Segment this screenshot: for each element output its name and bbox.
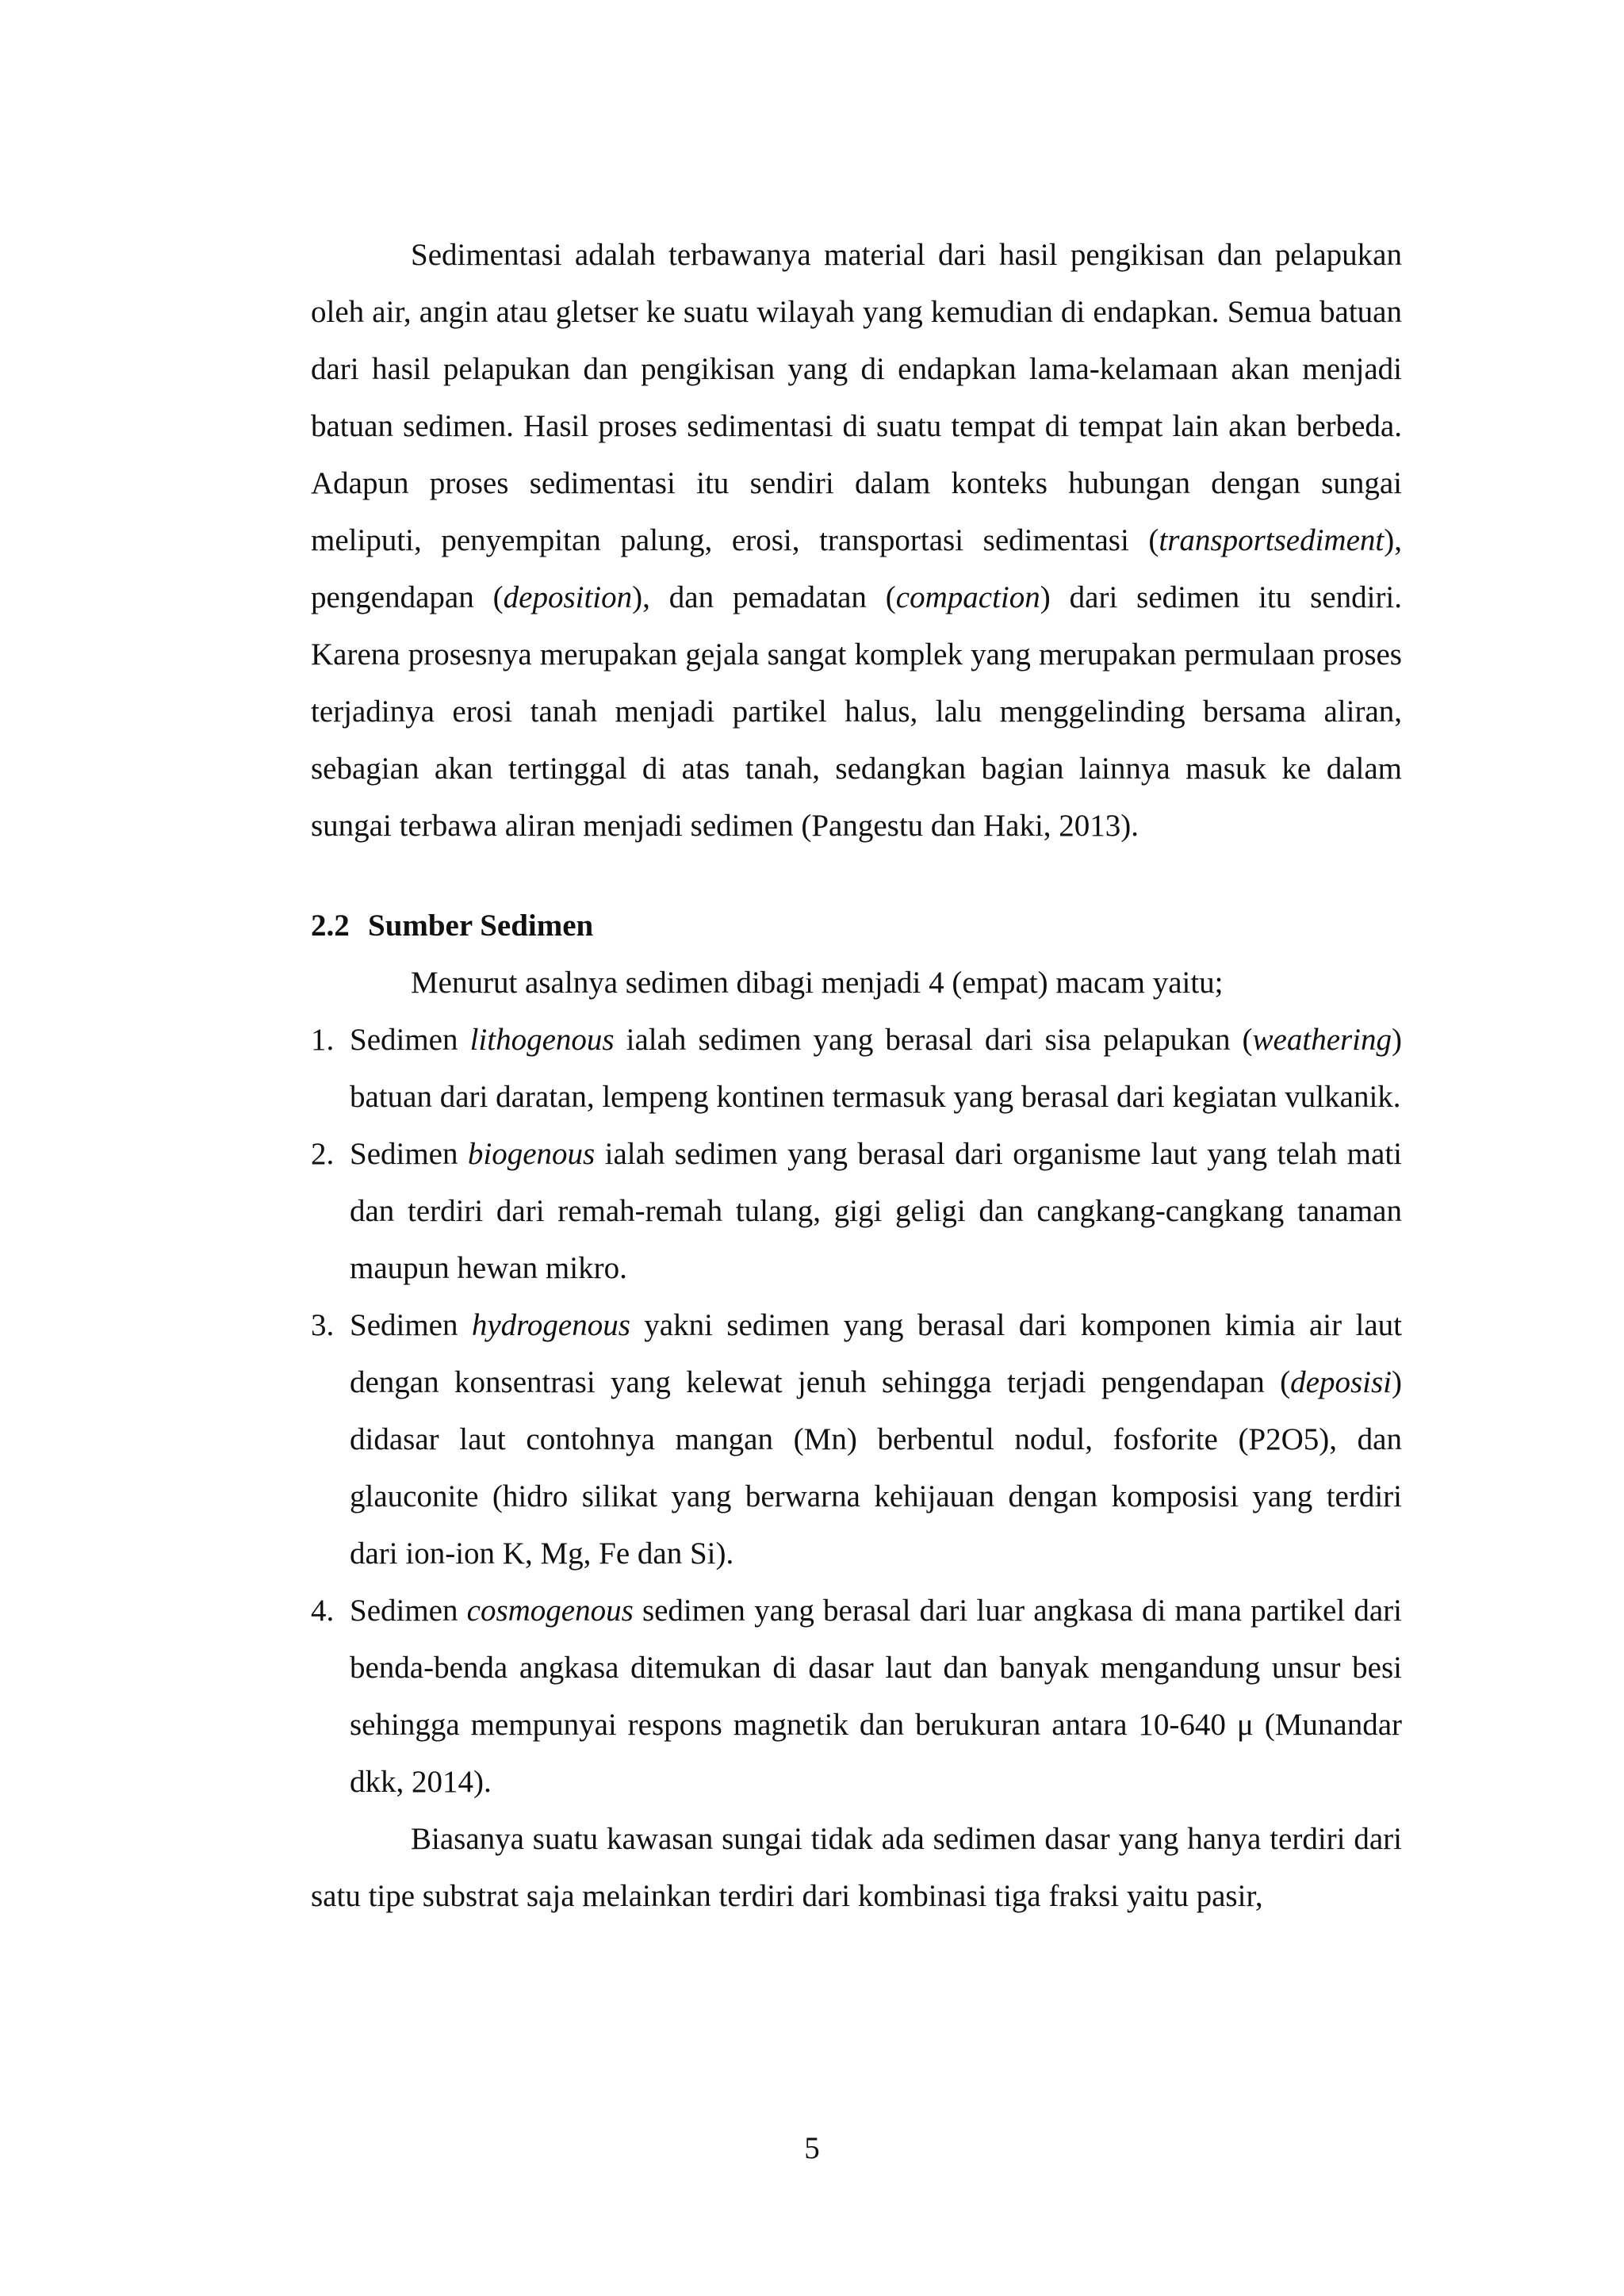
italic-term: deposisi <box>1290 1365 1392 1399</box>
paragraph-sedimentasi <box>311 227 1402 855</box>
section-intro: Menurut asalnya sedimen dibagi menjadi 4 (empat) macam yaitu; <box>411 966 1224 1000</box>
italic-term: transportsediment <box>1159 523 1385 557</box>
section-title: Sumber Sedimen <box>368 909 594 943</box>
page-number: 5 <box>804 2131 820 2165</box>
list-marker: 1. <box>311 1023 335 1057</box>
section-heading <box>311 897 1402 955</box>
document-page <box>311 227 1402 1925</box>
list-item <box>311 1582 1402 1811</box>
text-run: ) dari sedimen itu sendiri. Karena prosesnya merupakan gejala sangat komplek yang merupakan permulaan proses terjadinya erosi tanah menjadi partikel halus, lalu menggelinding bersama aliran, sebagian akan tertinggal di atas tanah, sedangkan bagian lainnya masuk ke dalam sungai terbawa aliran menjadi sedimen (Pangestu dan Haki, 2013). <box>311 580 1403 843</box>
italic-term: weathering <box>1252 1023 1392 1057</box>
section-number: 2.2 <box>311 909 350 943</box>
text-run: ) batuan dari daratan, lempeng kontinen termasuk yang berasal dari kegiatan vulkanik. <box>350 1023 1403 1114</box>
list-item <box>311 1126 1402 1297</box>
text-run: Sedimen <box>350 1023 470 1057</box>
text-run: Sedimen <box>350 1137 468 1171</box>
text-run: ), dan pemadatan ( <box>632 580 896 614</box>
list-item <box>311 1297 1402 1582</box>
list-marker: 4. <box>311 1594 335 1628</box>
italic-term: lithogenous <box>469 1023 615 1057</box>
list-item <box>311 1012 1402 1126</box>
italic-term: cosmogenous <box>466 1594 634 1628</box>
list-marker: 2. <box>311 1137 335 1171</box>
text-run: ialah sedimen yang berasal dari sisa pelapukan ( <box>614 1023 1253 1057</box>
text-run: Sedimentasi adalah terbawanya material dari hasil pengikisan dan pelapukan oleh air, angin atau gletser ke suatu wilayah yang kemudian di endapkan. Semua batuan dari hasil pelapukan dan pengikisan yang di endapkan lama-kelamaan akan menjadi batuan sedimen. Hasil proses sedimentasi di suatu tempat di tempat lain akan berbeda. Adapun proses sedimentasi itu sendiri dalam konteks hubungan dengan sungai meliputi, penyempitan palung, erosi, transportasi sedimentasi ( <box>311 238 1402 557</box>
text-run: ialah sedimen yang berasal dari organisme laut yang telah mati dan terdiri dari remah-remah tulang, gigi geligi dan cangkang-cangkang tanaman maupun hewan mikro. <box>350 1137 1402 1285</box>
italic-term: deposition <box>503 580 633 614</box>
text-run: ) didasar laut contohnya mangan (Mn) berbentul nodul, fosforite (P2O5), dan glauconite (hidro silikat yang berwarna kehijauan dengan komposisi yang terdiri dari ion-ion K, Mg, Fe dan Si). <box>350 1365 1402 1571</box>
sediment-type-list <box>311 1012 1402 1811</box>
italic-term: compaction <box>895 580 1040 614</box>
italic-term: biogenous <box>467 1137 596 1171</box>
italic-term: hydrogenous <box>471 1308 630 1342</box>
text-run: Sedimen <box>350 1594 467 1628</box>
text-run: ), pengendapan ( <box>311 523 1402 614</box>
text-run: Sedimen <box>350 1308 472 1342</box>
text-run: sedimen yang berasal dari luar angkasa di mana partikel dari benda-benda angkasa ditemukan di dasar laut dan banyak mengandung unsur besi sehingga mempunyai respons magnetik dan berukuran antara 10-640 μ (Munandar dkk, 2014). <box>350 1594 1402 1799</box>
paragraph-substrat: Biasanya suatu kawasan sungai tidak ada sedimen dasar yang hanya terdiri dari satu tipe substrat saja melainkan terdiri dari kombinasi tiga fraksi yaitu pasir, <box>311 1822 1402 1913</box>
list-marker: 3. <box>311 1308 335 1342</box>
text-run: yakni sedimen yang berasal dari komponen kimia air laut dengan konsentrasi yang kelewat jenuh sehingga terjadi pengendapan ( <box>350 1308 1402 1399</box>
